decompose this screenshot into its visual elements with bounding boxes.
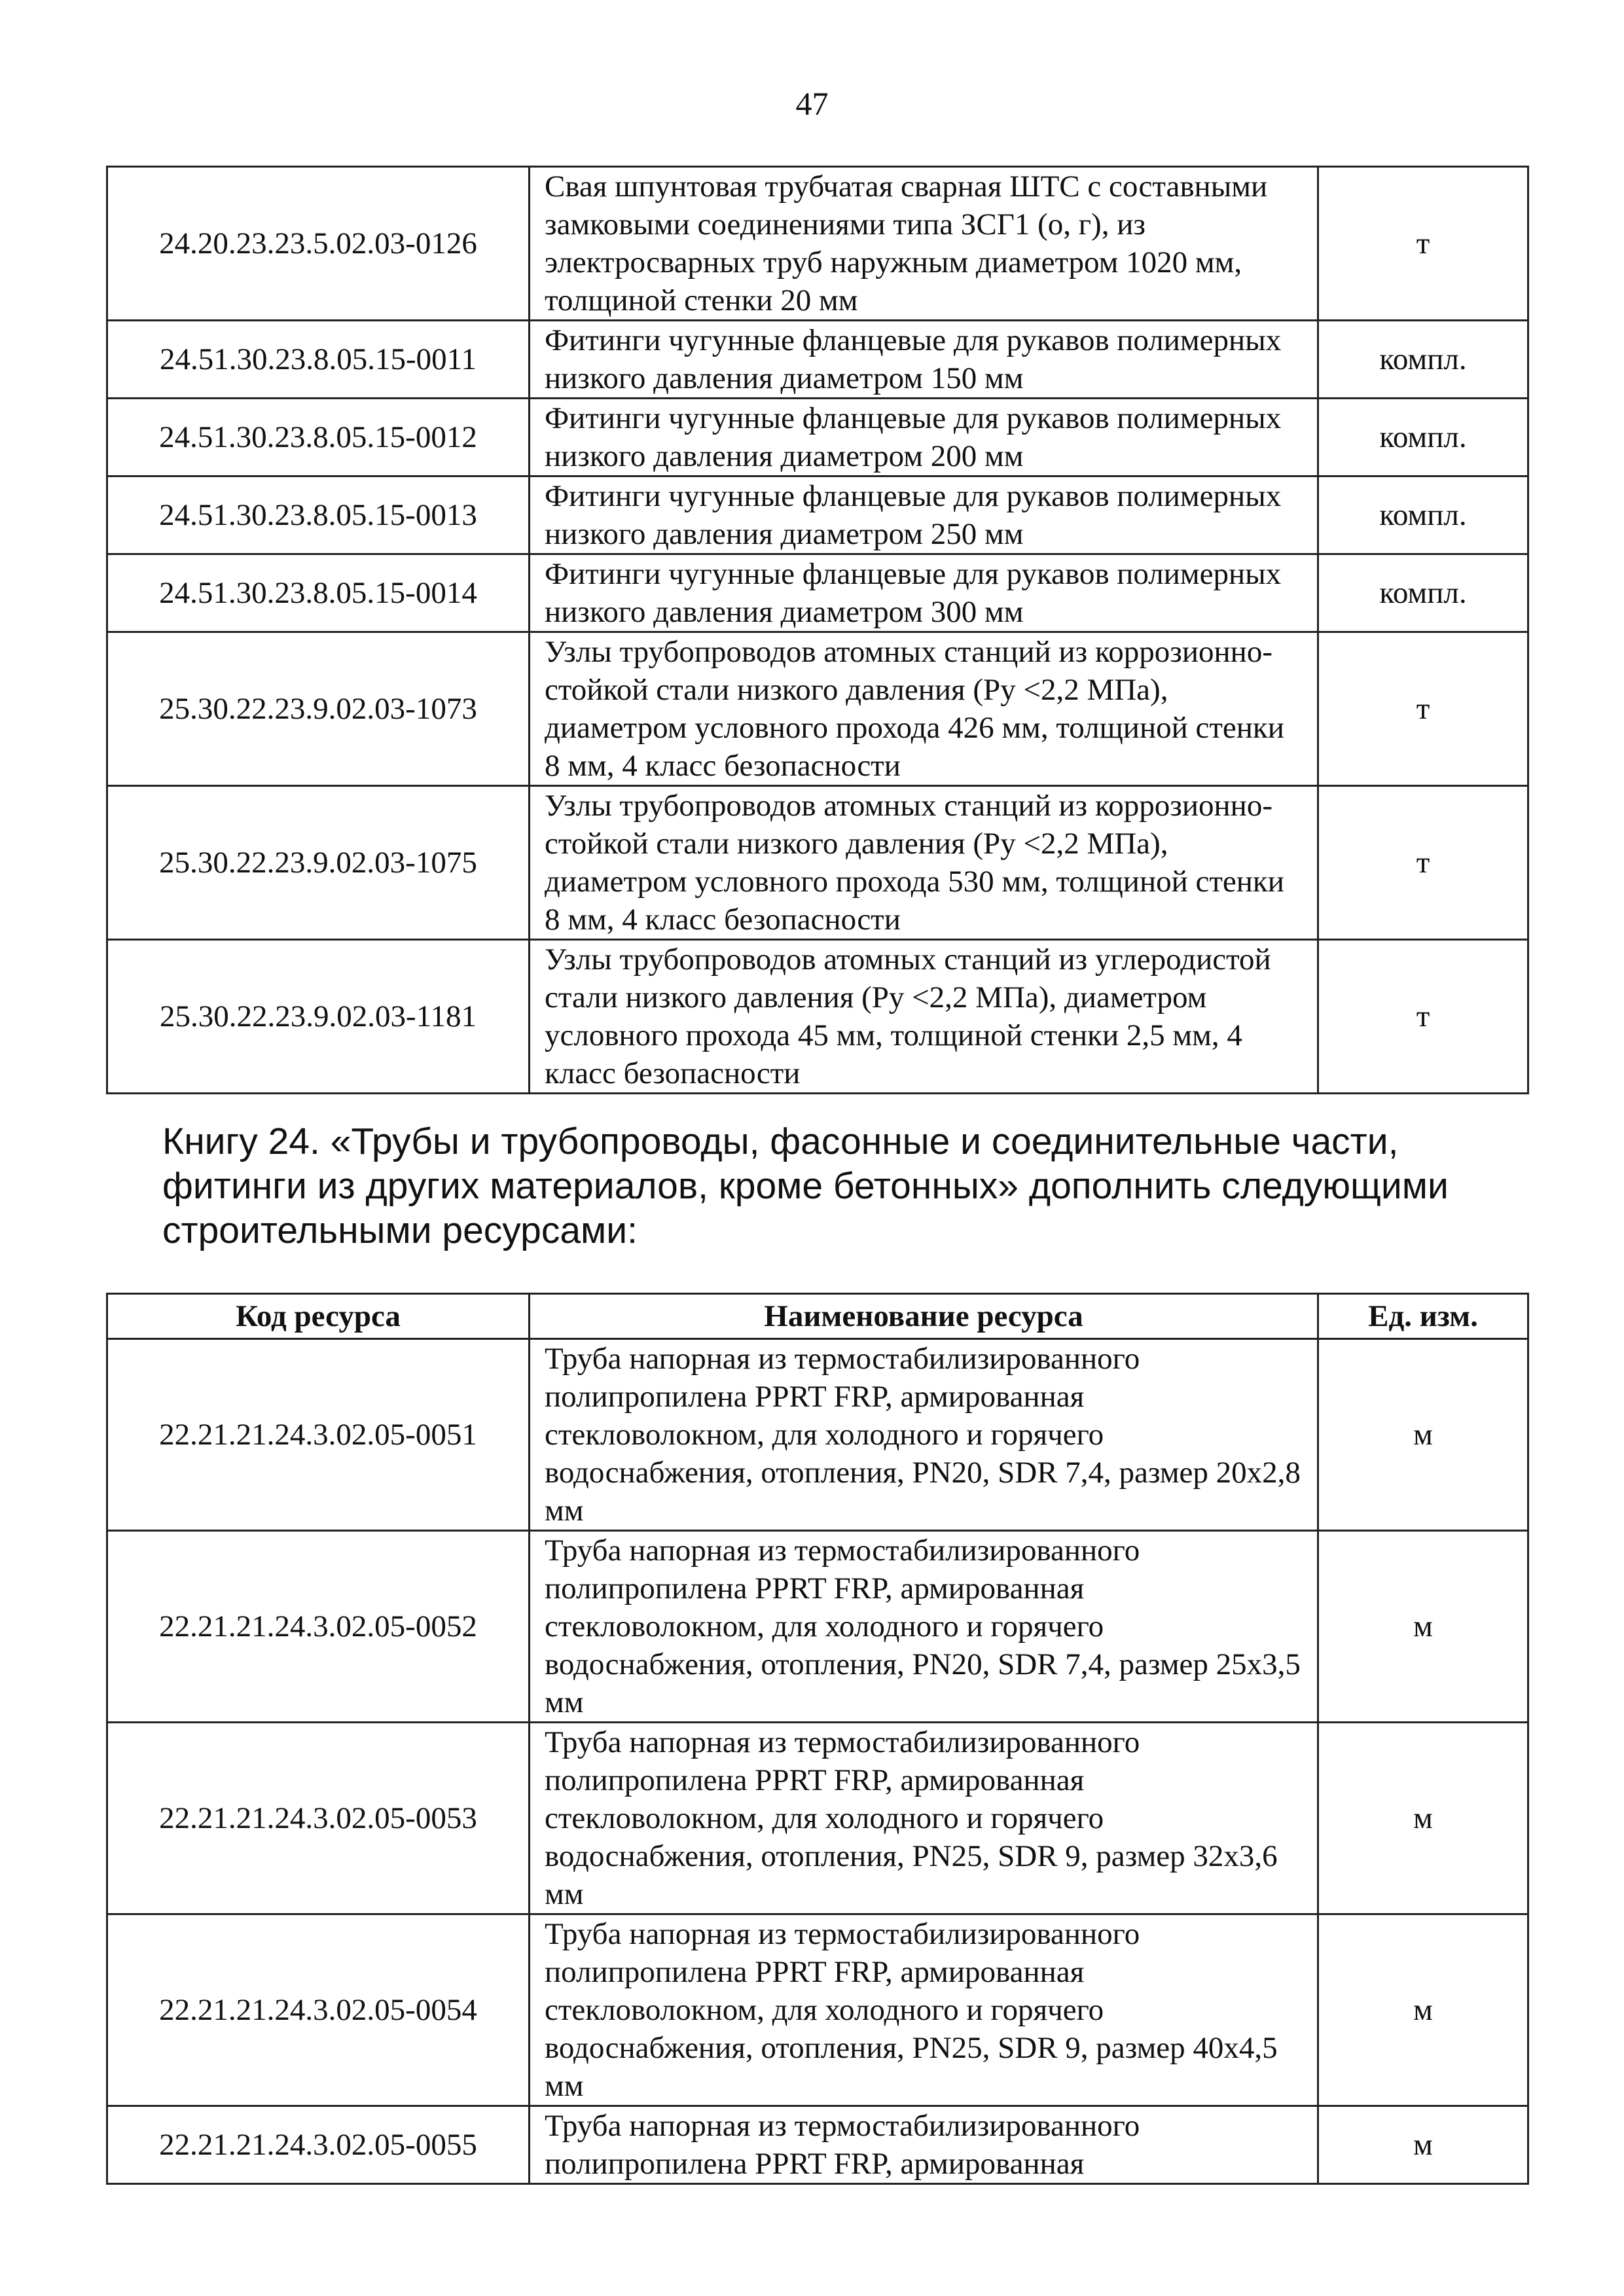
table-row <box>107 1723 1528 1914</box>
page-number: 47 <box>795 85 829 122</box>
resource-name: Фитинги чугунные фланцевые для рукавов полимерных низкого давления диаметром 300 мм <box>530 554 1318 632</box>
resource-code: 22.21.21.24.3.02.05-0051 <box>107 1339 530 1531</box>
resource-unit: м <box>1318 1531 1528 1723</box>
table-row <box>107 1531 1528 1723</box>
header-code: Код ресурса <box>107 1294 530 1339</box>
resource-code: 22.21.21.24.3.02.05-0053 <box>107 1723 530 1914</box>
resource-code: 22.21.21.24.3.02.05-0055 <box>107 2106 530 2184</box>
resource-unit: м <box>1318 1339 1528 1531</box>
header-name: Наименование ресурса <box>530 1294 1318 1339</box>
resource-unit: компл. <box>1318 476 1528 554</box>
resource-name: Труба напорная из термостабилизированного полипропилена PPRT FRP, армированная стекловолокном, для холодного и горячего водоснабжения, отопления, PN25, SDR 9, размер 32х3,6 мм <box>530 1723 1318 1914</box>
table-row <box>107 2106 1528 2184</box>
resource-name: Свая шпунтовая трубчатая сварная ШТС с составными замковыми соединениями типа ЗСГ1 (о, г), из электросварных труб наружным диаметром 1020 мм, толщиной стенки 20 мм <box>530 167 1318 321</box>
book-24-addition-paragraph: Книгу 24. «Трубы и трубопроводы, фасонные и соединительные части, фитинги из других материалов, кроме бетонных» дополнить следующими строительными ресурсами: <box>162 1121 1449 1251</box>
table-row <box>107 632 1528 786</box>
table-row <box>107 786 1528 940</box>
resource-name: Фитинги чугунные фланцевые для рукавов полимерных низкого давления диаметром 200 мм <box>530 399 1318 476</box>
table-row <box>107 167 1528 321</box>
resource-table-book-24 <box>106 1293 1529 2185</box>
resource-name: Фитинги чугунные фланцевые для рукавов полимерных низкого давления диаметром 250 мм <box>530 476 1318 554</box>
resource-unit: м <box>1318 1914 1528 2106</box>
resource-name: Фитинги чугунные фланцевые для рукавов полимерных низкого давления диаметром 150 мм <box>530 321 1318 399</box>
resource-unit: т <box>1318 167 1528 321</box>
resource-code: 22.21.21.24.3.02.05-0052 <box>107 1531 530 1723</box>
resource-code: 24.51.30.23.8.05.15-0011 <box>107 321 530 399</box>
header-unit: Ед. изм. <box>1318 1294 1528 1339</box>
table-row <box>107 476 1528 554</box>
resource-name: Труба напорная из термостабилизированного полипропилена PPRT FRP, армированная стекловолокном, для холодного и горячего водоснабжения, отопления, PN20, SDR 7,4, размер 25х3,5 мм <box>530 1531 1318 1723</box>
table-row <box>107 1339 1528 1531</box>
resource-code: 24.20.23.23.5.02.03-0126 <box>107 167 530 321</box>
resource-unit: т <box>1318 940 1528 1094</box>
resource-name: Узлы трубопроводов атомных станций из коррозионно-стойкой стали низкого давления (Ру <2,2 МПа), диаметром условного прохода 530 мм, толщиной стенки 8 мм, 4 класс безопасности <box>530 786 1318 940</box>
resource-name: Труба напорная из термостабилизированного полипропилена PPRT FRP, армированная стекловолокном, для холодного и горячего водоснабжения, отопления, PN25, SDR 9, размер 40х4,5 мм <box>530 1914 1318 2106</box>
resource-unit: м <box>1318 1723 1528 1914</box>
resource-code: 25.30.22.23.9.02.03-1181 <box>107 940 530 1094</box>
resource-name: Узлы трубопроводов атомных станций из углеродистой стали низкого давления (Ру <2,2 МПа), диаметром условного прохода 45 мм, толщиной стенки 2,5 мм, 4 класс безопасности <box>530 940 1318 1094</box>
table-header-row <box>107 1294 1528 1339</box>
resource-name: Узлы трубопроводов атомных станций из коррозионно-стойкой стали низкого давления (Ру <2,2 МПа), диаметром условного прохода 426 мм, толщиной стенки 8 мм, 4 класс безопасности <box>530 632 1318 786</box>
resource-unit: м <box>1318 2106 1528 2184</box>
resource-code: 24.51.30.23.8.05.15-0012 <box>107 399 530 476</box>
resource-table-continued <box>106 166 1529 1094</box>
table-row <box>107 554 1528 632</box>
table-row <box>107 940 1528 1094</box>
table-row <box>107 321 1528 399</box>
resource-name: Труба напорная из термостабилизированного полипропилена PPRT FRP, армированная <box>530 2106 1318 2184</box>
table-row <box>107 1914 1528 2106</box>
resource-unit: т <box>1318 632 1528 786</box>
resource-unit: т <box>1318 786 1528 940</box>
resource-name: Труба напорная из термостабилизированного полипропилена PPRT FRP, армированная стекловолокном, для холодного и горячего водоснабжения, отопления, PN20, SDR 7,4, размер 20х2,8 мм <box>530 1339 1318 1531</box>
resource-code: 24.51.30.23.8.05.15-0014 <box>107 554 530 632</box>
resource-code: 24.51.30.23.8.05.15-0013 <box>107 476 530 554</box>
resource-code: 25.30.22.23.9.02.03-1075 <box>107 786 530 940</box>
resource-unit: компл. <box>1318 554 1528 632</box>
resource-code: 25.30.22.23.9.02.03-1073 <box>107 632 530 786</box>
resource-unit: компл. <box>1318 399 1528 476</box>
resource-unit: компл. <box>1318 321 1528 399</box>
table-row <box>107 399 1528 476</box>
resource-code: 22.21.21.24.3.02.05-0054 <box>107 1914 530 2106</box>
